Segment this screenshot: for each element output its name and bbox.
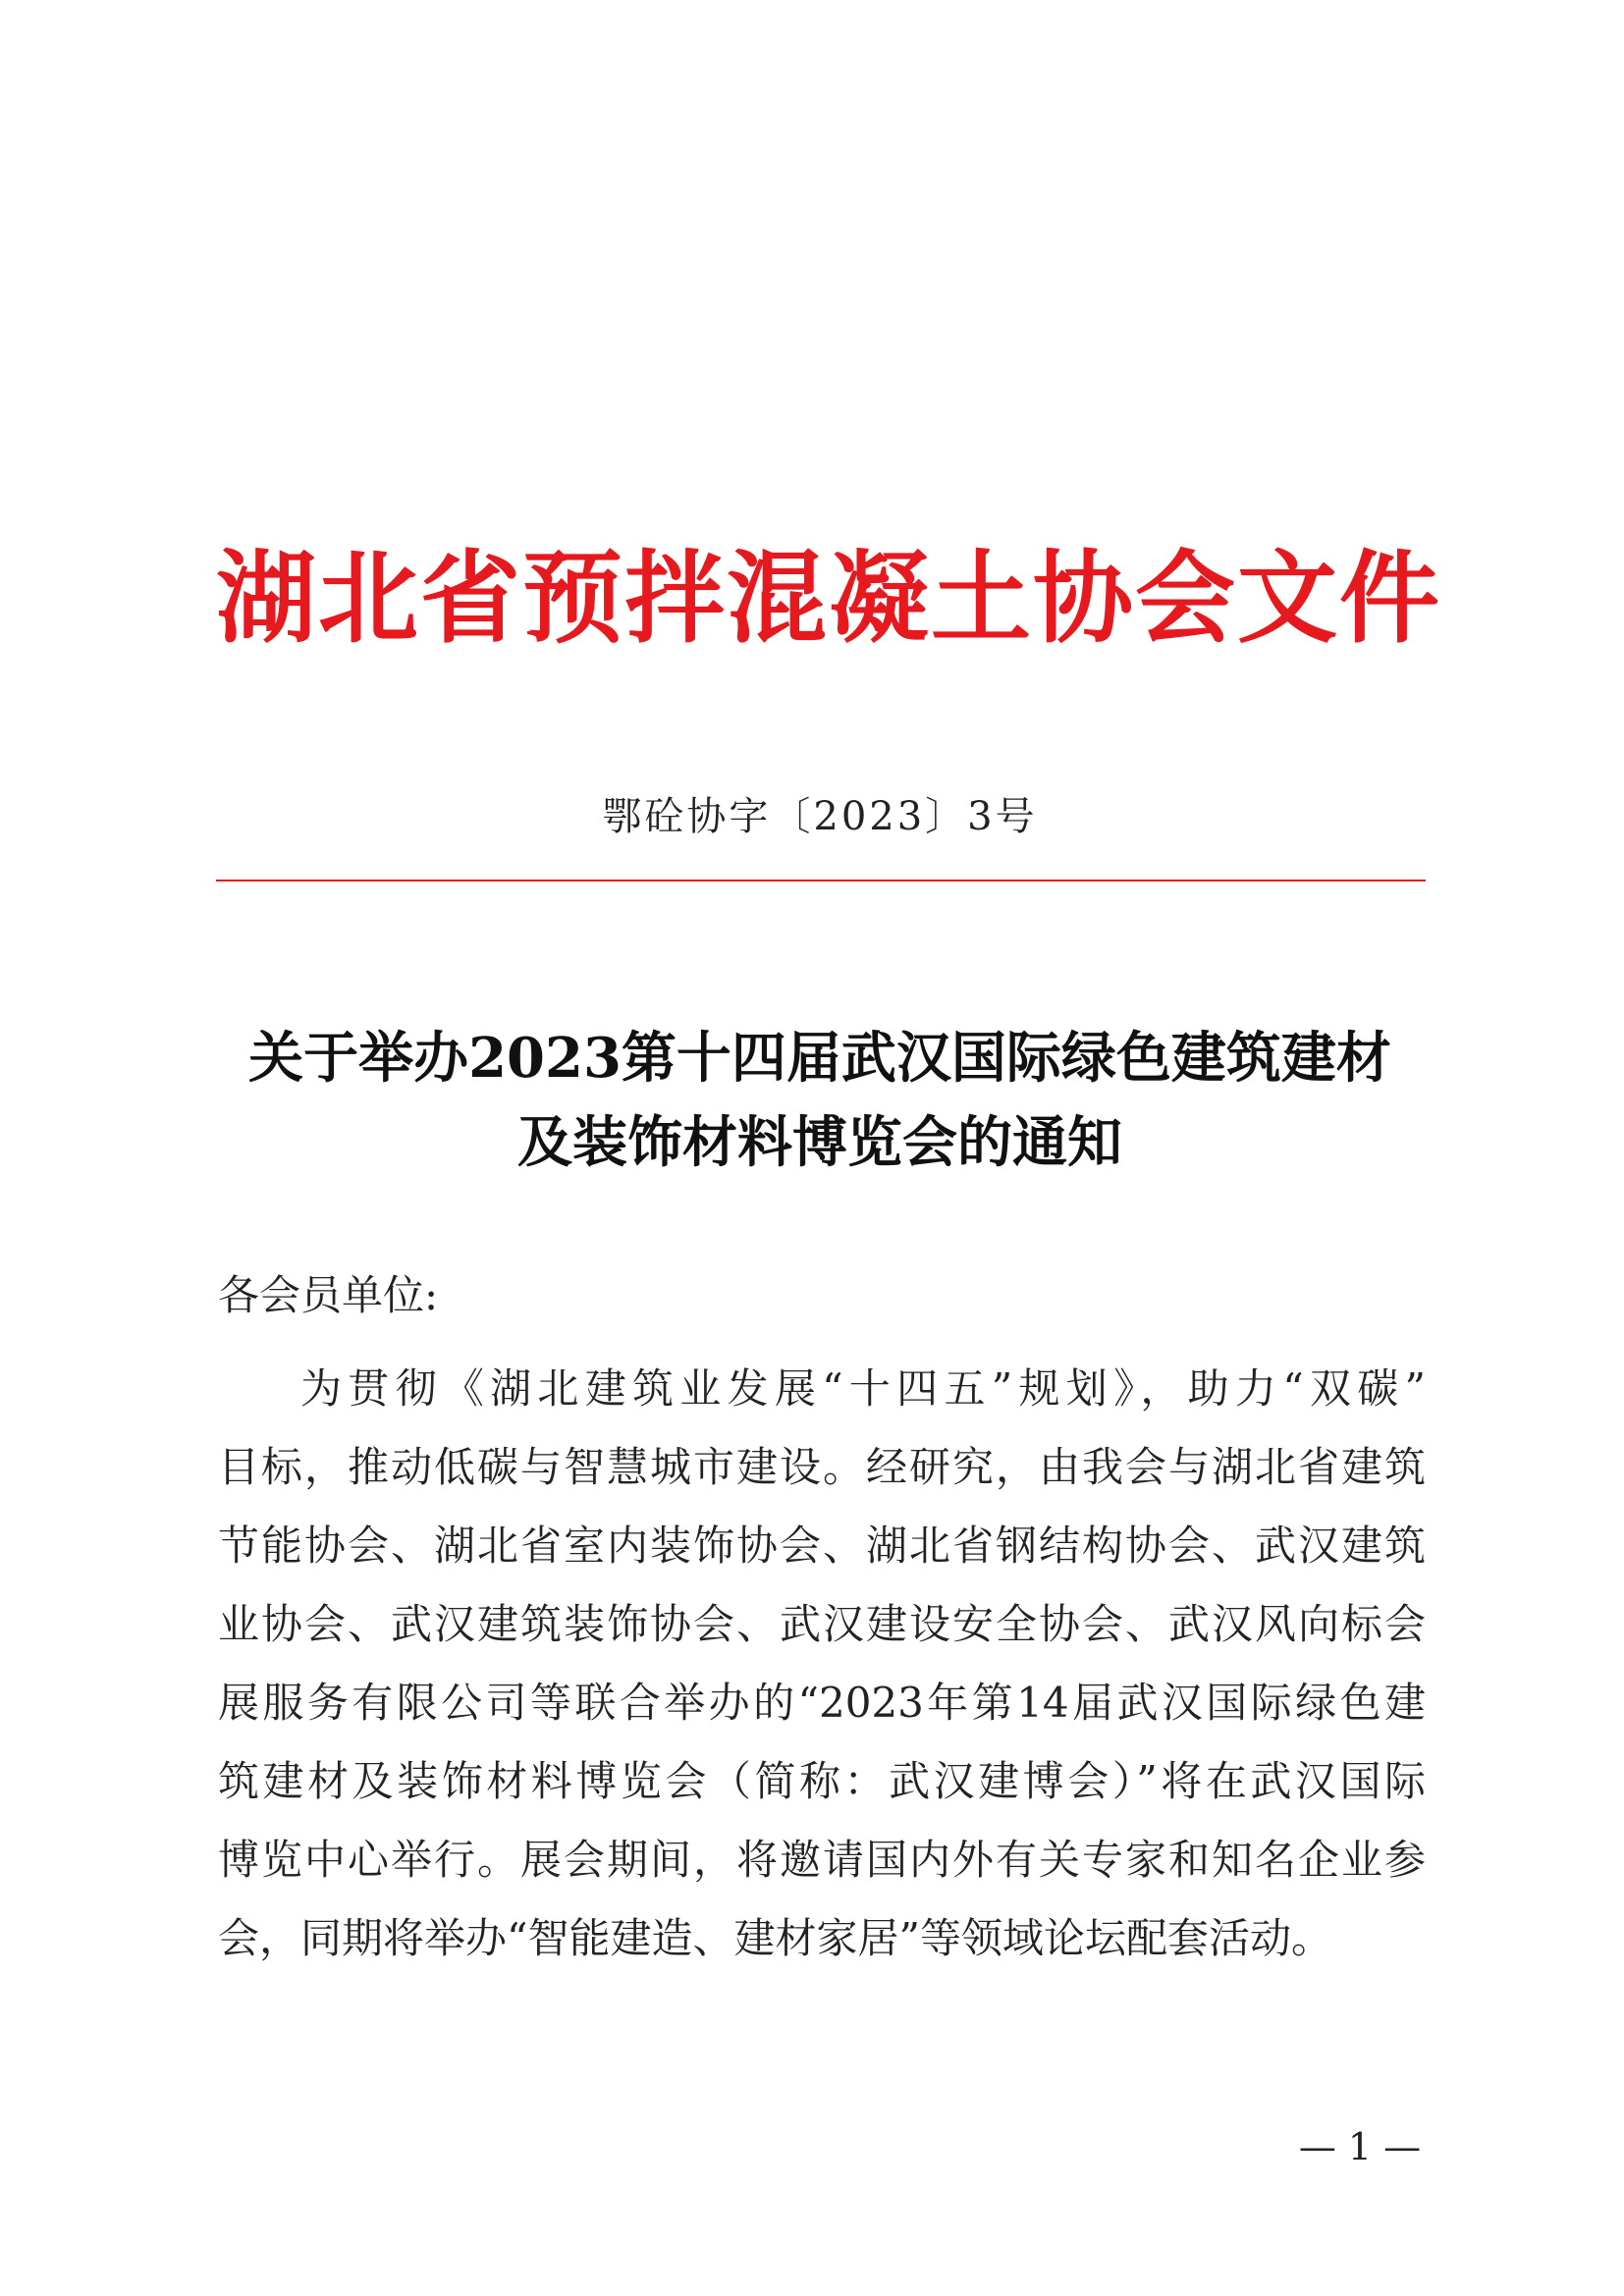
page-number: — 1 — [1298,2125,1422,2168]
body-line: 节能协会、湖北省室内装饰协会、湖北省钢结构协会、武汉建筑 [218,1522,1426,1570]
notice-body [218,1350,1426,1978]
salutation: 各会员单位: [218,1271,439,1319]
body-line: 筑建材及装饰材料博览会（简称：武汉建博会）”将在武汉国际 [218,1757,1426,1805]
body-line: 目标，推动低碳与智慧城市建设。经研究，由我会与湖北省建筑 [218,1443,1426,1491]
notice-title-line-1: 关于举办2023第十四届武汉国际绿色建筑建材 [248,1026,1391,1091]
document-number: 鄂砼协字〔2023〕3号 [602,794,1038,839]
notice-title [196,1016,1443,1185]
body-line: 业协会、武汉建筑装饰协会、武汉建设安全协会、武汉风向标会 [218,1600,1426,1648]
body-line: 会，同期将举办“智能建造、建材家居”等领域论坛配套活动。 [218,1914,1332,1962]
notice-title-line-2: 及装饰材料博览会的通知 [517,1110,1122,1175]
body-line: 为贯彻《湖北建筑业发展“十四五”规划》，助力“双碳” [300,1364,1426,1413]
body-line: 博览中心举行。展会期间，将邀请国内外有关专家和知名企业参 [218,1836,1426,1884]
body-line: 展服务有限公司等联合举办的“2023年第14届武汉国际绿色建 [218,1679,1426,1727]
header-divider-line [216,880,1426,881]
issuer-header-title: 湖北省预拌混凝土协会文件 [216,540,1441,658]
